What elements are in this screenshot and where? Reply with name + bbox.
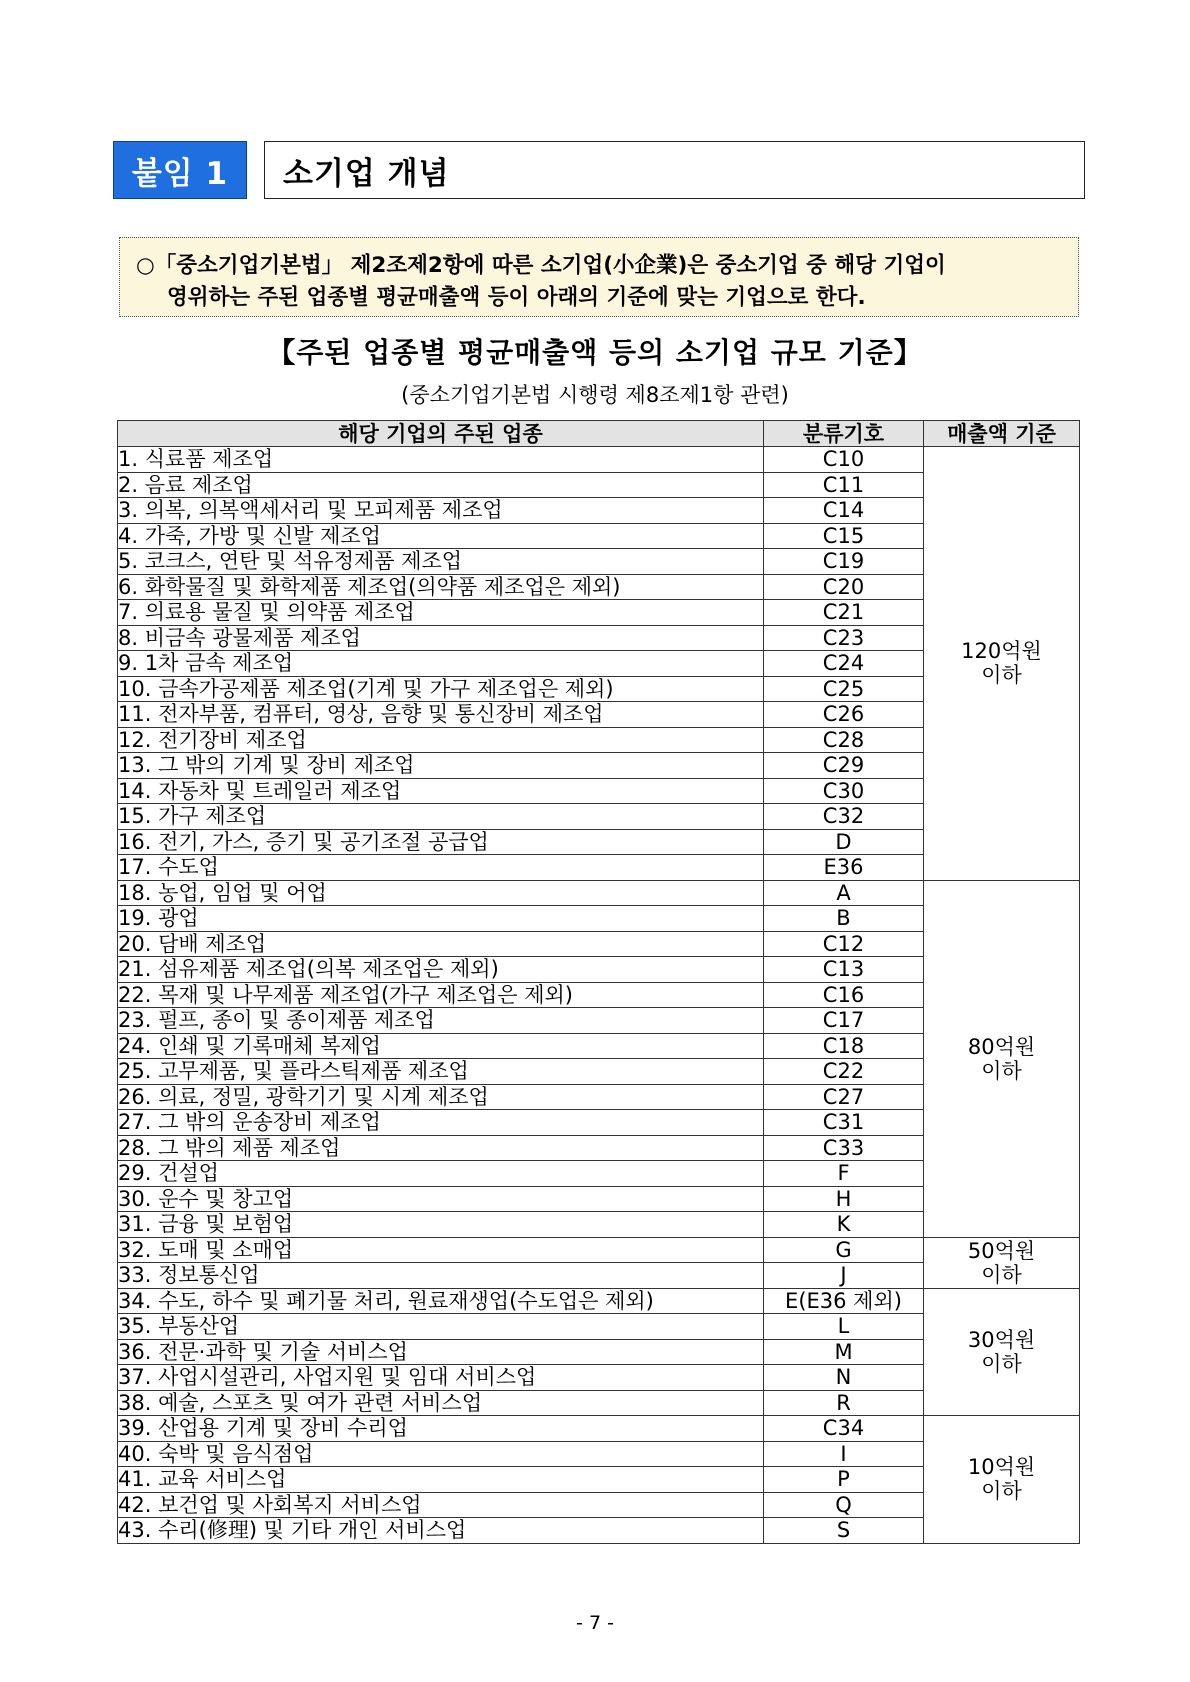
column-header-sales: 매출액 기준 [924,421,1080,447]
industry-cell: 30. 운수 및 창고업 [118,1186,764,1212]
sales-criterion-line: 120억원 [961,639,1042,664]
code-cell: C12 [764,931,924,957]
industry-cell: 9. 1차 금속 제조업 [118,651,764,677]
code-cell: I [764,1441,924,1467]
sales-criterion-cell [924,880,1080,1237]
table-row [118,1288,1080,1314]
table-body [118,447,1080,1544]
code-cell: A [764,880,924,906]
industry-cell: 4. 가죽, 가방 및 신발 제조업 [118,523,764,549]
industry-cell: 15. 가구 제조업 [118,804,764,830]
sales-criterion-line: 30억원 [967,1327,1036,1352]
industry-cell: 17. 수도업 [118,855,764,881]
code-cell: C19 [764,549,924,575]
sales-criterion-line: 80억원 [967,1034,1036,1059]
industry-cell: 43. 수리(修理) 및 기타 개인 서비스업 [118,1518,764,1544]
section-header [113,141,1085,199]
sales-criterion-line: 이하 [981,1479,1022,1504]
industry-cell: 14. 자동차 및 트레일러 제조업 [118,778,764,804]
industry-cell: 34. 수도, 하수 및 폐기물 처리, 원료재생업(수도업은 제외) [118,1288,764,1314]
industry-cell: 5. 코크스, 연탄 및 석유정제품 제조업 [118,549,764,575]
industry-cell: 2. 음료 제조업 [118,472,764,498]
code-cell: C24 [764,651,924,677]
code-cell: C18 [764,1033,924,1059]
code-cell: C33 [764,1135,924,1161]
code-cell: E36 [764,855,924,881]
code-cell: R [764,1390,924,1416]
industry-cell: 28. 그 밖의 제품 제조업 [118,1135,764,1161]
code-cell: D [764,829,924,855]
note-line-2: 영위하는 주된 업종별 평균매출액 등이 아래의 기준에 맞는 기업으로 한다. [167,285,866,310]
table-row [118,447,1080,473]
industry-cell: 38. 예술, 스포츠 및 여가 관련 서비스업 [118,1390,764,1416]
code-cell: C31 [764,1110,924,1136]
table-row [118,1237,1080,1263]
code-cell: C28 [764,727,924,753]
industry-cell: 3. 의복, 의복액세서리 및 모피제품 제조업 [118,498,764,524]
sales-criterion-line: 이하 [981,1262,1022,1287]
table-row [118,1416,1080,1442]
code-cell: Q [764,1492,924,1518]
industry-cell: 23. 펄프, 종이 및 종이제품 제조업 [118,1008,764,1034]
industry-cell: 12. 전기장비 제조업 [118,727,764,753]
sales-criterion-cell [924,1237,1080,1288]
code-cell: E(E36 제외) [764,1288,924,1314]
code-cell: S [764,1518,924,1544]
section-title: 소기업 개념 [264,141,1085,199]
industry-cell: 10. 금속가공제품 제조업(기계 및 가구 제조업은 제외) [118,676,764,702]
code-cell: C25 [764,676,924,702]
industry-cell: 40. 숙박 및 음식점업 [118,1441,764,1467]
industry-cell: 33. 정보통신업 [118,1263,764,1289]
code-cell: C27 [764,1084,924,1110]
industry-cell: 21. 섬유제품 제조업(의복 제조업은 제외) [118,957,764,983]
industry-cell: 25. 고무제품, 및 플라스틱제품 제조업 [118,1059,764,1085]
code-cell: C26 [764,702,924,728]
code-cell: C32 [764,804,924,830]
note-line-1: ○「중소기업기본법」 제2조제2항에 따른 소기업(小企業)은 중소기업 중 해당 기업이 [136,253,946,278]
size-criteria-table [117,420,1080,1544]
column-header-industry: 해당 기업의 주된 업종 [118,421,764,447]
attachment-tag: 붙임 1 [113,141,247,199]
code-cell: C14 [764,498,924,524]
table-title: 【주된 업종별 평균매출액 등의 소기업 규모 기준】 [267,336,923,369]
table-header-row [118,421,1080,447]
sales-criterion-line: 10억원 [967,1455,1036,1480]
industry-cell: 18. 농업, 임업 및 어업 [118,880,764,906]
code-cell: C11 [764,472,924,498]
sales-criterion-cell [924,1416,1080,1544]
industry-cell: 36. 전문·과학 및 기술 서비스업 [118,1339,764,1365]
industry-cell: 20. 담배 제조업 [118,931,764,957]
code-cell: C15 [764,523,924,549]
sales-criterion-cell [924,447,1080,881]
industry-cell: 8. 비금속 광물제품 제조업 [118,625,764,651]
table-subtitle: (중소기업기본법 시행령 제8조제1항 관련) [401,383,789,407]
industry-cell: 31. 금융 및 보험업 [118,1212,764,1238]
page-number: - 7 - [576,1612,614,1634]
industry-cell: 16. 전기, 가스, 증기 및 공기조절 공급업 [118,829,764,855]
table-row [118,880,1080,906]
industry-cell: 19. 광업 [118,906,764,932]
sales-criterion-line: 이하 [981,663,1022,688]
sales-criterion-line: 50억원 [967,1238,1036,1263]
code-cell: C23 [764,625,924,651]
industry-cell: 39. 산업용 기계 및 장비 수리업 [118,1416,764,1442]
industry-cell: 42. 보건업 및 사회복지 서비스업 [118,1492,764,1518]
industry-cell: 6. 화학물질 및 화학제품 제조업(의약품 제조업은 제외) [118,574,764,600]
industry-cell: 7. 의료용 물질 및 의약품 제조업 [118,600,764,626]
industry-cell: 13. 그 밖의 기계 및 장비 제조업 [118,753,764,779]
industry-cell: 27. 그 밖의 운송장비 제조업 [118,1110,764,1136]
code-cell: C30 [764,778,924,804]
code-cell: C10 [764,447,924,473]
industry-cell: 1. 식료품 제조업 [118,447,764,473]
industry-cell: 26. 의료, 정밀, 광학기기 및 시계 제조업 [118,1084,764,1110]
code-cell: N [764,1365,924,1391]
code-cell: C29 [764,753,924,779]
sales-criterion-line: 이하 [981,1351,1022,1376]
code-cell: L [764,1314,924,1340]
code-cell: C16 [764,982,924,1008]
definition-note [119,237,1079,317]
code-cell: M [764,1339,924,1365]
column-header-code: 분류기호 [764,421,924,447]
code-cell: F [764,1161,924,1187]
industry-cell: 35. 부동산업 [118,1314,764,1340]
industry-cell: 37. 사업시설관리, 사업지원 및 임대 서비스업 [118,1365,764,1391]
code-cell: C22 [764,1059,924,1085]
sales-criterion-cell [924,1288,1080,1416]
industry-cell: 11. 전자부품, 컴퓨터, 영상, 음향 및 통신장비 제조업 [118,702,764,728]
code-cell: K [764,1212,924,1238]
code-cell: C20 [764,574,924,600]
code-cell: J [764,1263,924,1289]
code-cell: H [764,1186,924,1212]
code-cell: B [764,906,924,932]
industry-cell: 32. 도매 및 소매업 [118,1237,764,1263]
code-cell: G [764,1237,924,1263]
sales-criterion-line: 이하 [981,1058,1022,1083]
code-cell: P [764,1467,924,1493]
industry-cell: 29. 건설업 [118,1161,764,1187]
code-cell: C13 [764,957,924,983]
code-cell: C17 [764,1008,924,1034]
code-cell: C34 [764,1416,924,1442]
industry-cell: 41. 교육 서비스업 [118,1467,764,1493]
code-cell: C21 [764,600,924,626]
industry-cell: 24. 인쇄 및 기록매체 복제업 [118,1033,764,1059]
industry-cell: 22. 목재 및 나무제품 제조업(가구 제조업은 제외) [118,982,764,1008]
